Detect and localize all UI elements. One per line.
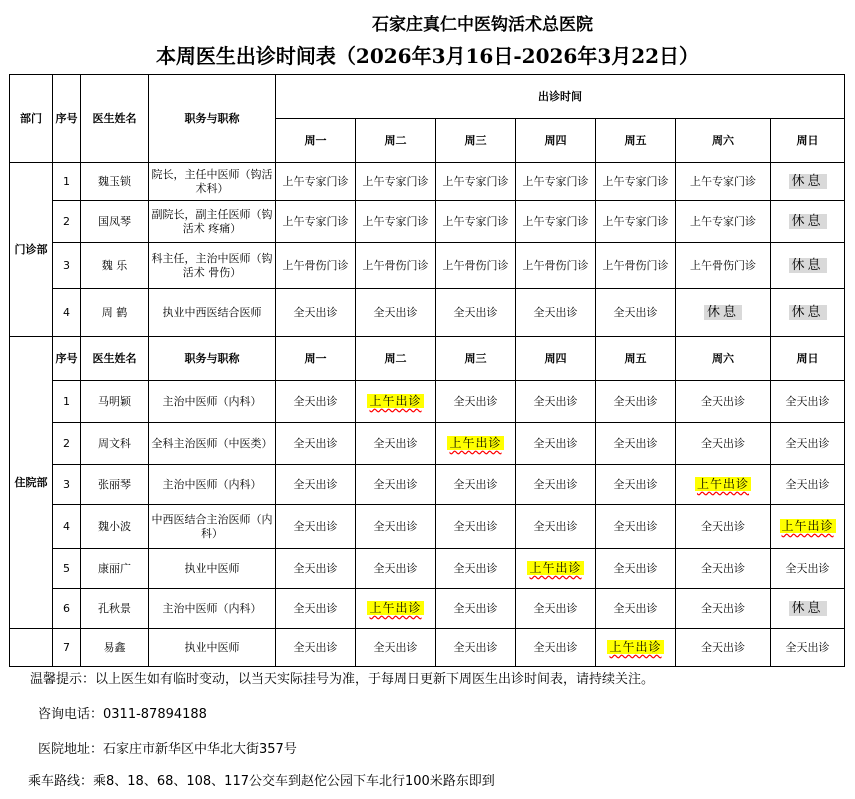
- schedule-cell: 全天出诊: [436, 505, 516, 549]
- doctor-row: [10, 163, 845, 201]
- schedule-cell: 全天出诊: [676, 549, 771, 589]
- doctor-row: [10, 505, 845, 549]
- morning-highlight: 上午出诊: [369, 601, 422, 615]
- header-day-2: 周二: [356, 119, 436, 163]
- dept-empty: [10, 629, 53, 667]
- doctor-seq: 5: [53, 549, 81, 589]
- schedule-cell: 全天出诊: [516, 589, 596, 629]
- schedule-cell: 上午专家门诊: [356, 201, 436, 243]
- header-day-7: 周日: [771, 119, 845, 163]
- schedule-cell: [356, 589, 436, 629]
- footer-bus: 乘车路线：乘8、18、68、108、117公交车到赵佗公园下车北行100米路东即到: [28, 774, 495, 789]
- schedule-cell: [771, 589, 845, 629]
- schedule-cell: 全天出诊: [516, 629, 596, 667]
- header2-day-1: 周一: [276, 337, 356, 381]
- rest-badge: 休息: [704, 305, 742, 320]
- schedule-cell: 全天出诊: [771, 381, 845, 423]
- schedule-cell: 全天出诊: [676, 423, 771, 465]
- doctor-title: 中西医结合主治医师（内科）: [149, 505, 276, 549]
- doctor-row: [10, 423, 845, 465]
- inpatient-header-row: [10, 337, 845, 381]
- doctor-name: 马明颖: [81, 381, 149, 423]
- schedule-cell: 上午专家门诊: [516, 201, 596, 243]
- schedule-cell: 全天出诊: [596, 423, 676, 465]
- header-dept: 部门: [10, 75, 53, 163]
- schedule-cell: 全天出诊: [596, 549, 676, 589]
- doctor-row: [10, 549, 845, 589]
- schedule-cell: 全天出诊: [676, 381, 771, 423]
- doctor-title: 主治中医师（内科）: [149, 589, 276, 629]
- schedule-cell: 全天出诊: [356, 549, 436, 589]
- schedule-cell: 全天出诊: [276, 549, 356, 589]
- schedule-cell: 全天出诊: [276, 289, 356, 337]
- schedule-cell: [771, 163, 845, 201]
- schedule-cell: 全天出诊: [436, 465, 516, 505]
- schedule-cell: 全天出诊: [516, 381, 596, 423]
- schedule-cell: 上午骨伤门诊: [516, 243, 596, 289]
- header-day-5: 周五: [596, 119, 676, 163]
- schedule-cell: 全天出诊: [436, 289, 516, 337]
- schedule-cell: 上午专家门诊: [276, 201, 356, 243]
- morning-highlight: 上午出诊: [529, 561, 582, 575]
- schedule-cell: 全天出诊: [516, 505, 596, 549]
- schedule-cell: [516, 549, 596, 589]
- schedule-cell: [771, 505, 845, 549]
- schedule-cell: 上午骨伤门诊: [356, 243, 436, 289]
- schedule-cell: 全天出诊: [276, 589, 356, 629]
- doctor-seq: 6: [53, 589, 81, 629]
- dept-outpatient: 门诊部: [10, 163, 53, 337]
- schedule-cell: 上午专家门诊: [676, 201, 771, 243]
- doctor-row: [10, 289, 845, 337]
- doctor-name: 孔秋景: [81, 589, 149, 629]
- schedule-cell: [676, 465, 771, 505]
- schedule-cell: [771, 201, 845, 243]
- schedule-cell: 全天出诊: [516, 289, 596, 337]
- schedule-cell: 全天出诊: [771, 423, 845, 465]
- schedule-cell: 全天出诊: [276, 381, 356, 423]
- schedule-cell: 上午专家门诊: [516, 163, 596, 201]
- footer-tip: 温馨提示：以上医生如有临时变动，以当天实际挂号为准，于每周日更新下周医生出诊时间表，请持续关注。: [30, 672, 655, 687]
- doctor-name: 魏小波: [81, 505, 149, 549]
- schedule-cell: 上午专家门诊: [356, 163, 436, 201]
- schedule-cell: 全天出诊: [516, 465, 596, 505]
- dept-inpatient: 住院部: [10, 337, 53, 629]
- schedule-cell: [356, 381, 436, 423]
- schedule-cell: 全天出诊: [276, 505, 356, 549]
- schedule-cell: [676, 289, 771, 337]
- schedule-cell: 全天出诊: [771, 549, 845, 589]
- rest-badge: 休息: [789, 174, 827, 189]
- header-name: 医生姓名: [81, 75, 149, 163]
- doctor-name: 易鑫: [81, 629, 149, 667]
- schedule-cell: 全天出诊: [276, 465, 356, 505]
- schedule-cell: 全天出诊: [676, 629, 771, 667]
- header2-day-7: 周日: [771, 337, 845, 381]
- header-day-1: 周一: [276, 119, 356, 163]
- schedule-cell: 上午专家门诊: [596, 163, 676, 201]
- header-title: 职务与职称: [149, 75, 276, 163]
- schedule-cell: 全天出诊: [436, 381, 516, 423]
- header-day-6: 周六: [676, 119, 771, 163]
- header2-day-6: 周六: [676, 337, 771, 381]
- doctor-title: 主治中医师（内科）: [149, 465, 276, 505]
- schedule-cell: 全天出诊: [596, 289, 676, 337]
- doctor-name: 张丽琴: [81, 465, 149, 505]
- doctor-row: [10, 243, 845, 289]
- schedule-cell: 全天出诊: [771, 629, 845, 667]
- doctor-title: 主治中医师（内科）: [149, 381, 276, 423]
- header2-day-2: 周二: [356, 337, 436, 381]
- schedule-cell: 全天出诊: [436, 589, 516, 629]
- schedule-cell: 上午专家门诊: [436, 201, 516, 243]
- header-title-2: 职务与职称: [149, 337, 276, 381]
- header-day-4: 周四: [516, 119, 596, 163]
- doctor-name: 康丽广: [81, 549, 149, 589]
- morning-highlight: 上午出诊: [369, 394, 422, 408]
- rest-badge: 休息: [789, 305, 827, 320]
- schedule-cell: 全天出诊: [436, 629, 516, 667]
- schedule-cell: 全天出诊: [356, 505, 436, 549]
- morning-highlight: 上午出诊: [696, 477, 749, 491]
- footer-address: 医院地址：石家庄市新华区中华北大街357号: [38, 742, 297, 757]
- doctor-title: 科主任，主治中医师（钩活术 骨伤）: [149, 243, 276, 289]
- doctor-name: 魏玉锁: [81, 163, 149, 201]
- doctor-row: [10, 201, 845, 243]
- morning-highlight: 上午出诊: [609, 640, 662, 654]
- doctor-name: 周文科: [81, 423, 149, 465]
- rest-badge: 休息: [789, 601, 827, 616]
- doctor-title: 副院长，副主任医师（钩活术 疼痛）: [149, 201, 276, 243]
- header2-day-5: 周五: [596, 337, 676, 381]
- schedule-cell: [596, 629, 676, 667]
- header2-day-3: 周三: [436, 337, 516, 381]
- doctor-seq: 2: [53, 201, 81, 243]
- schedule-cell: 全天出诊: [596, 505, 676, 549]
- schedule-cell: 上午骨伤门诊: [596, 243, 676, 289]
- schedule-cell: [771, 289, 845, 337]
- schedule-cell: 全天出诊: [596, 381, 676, 423]
- header-time: 出诊时间: [276, 75, 845, 119]
- schedule-cell: 上午骨伤门诊: [276, 243, 356, 289]
- doctor-title: 全科主治医师（中医类）: [149, 423, 276, 465]
- hospital-name: 石家庄真仁中医钩活术总医院: [372, 15, 593, 35]
- doctor-name: 周 鹤: [81, 289, 149, 337]
- doctor-seq: 1: [53, 381, 81, 423]
- schedule-cell: 全天出诊: [771, 465, 845, 505]
- schedule-cell: 上午专家门诊: [676, 163, 771, 201]
- doctor-row: [10, 465, 845, 505]
- schedule-title: 本周医生出诊时间表（2026年3月16日-2026年3月22日）: [155, 44, 700, 68]
- schedule-cell: 上午骨伤门诊: [676, 243, 771, 289]
- schedule-table: [9, 74, 845, 667]
- doctor-row: [10, 629, 845, 667]
- morning-highlight: 上午出诊: [449, 436, 502, 450]
- schedule-cell: [436, 423, 516, 465]
- header-seq-2: 序号: [53, 337, 81, 381]
- schedule-cell: 上午专家门诊: [436, 163, 516, 201]
- doctor-title: 院长，主任中医师（钩活术科）: [149, 163, 276, 201]
- doctor-seq: 3: [53, 243, 81, 289]
- schedule-cell: 全天出诊: [276, 423, 356, 465]
- schedule-cell: 上午专家门诊: [596, 201, 676, 243]
- schedule-cell: 全天出诊: [596, 589, 676, 629]
- doctor-seq: 4: [53, 505, 81, 549]
- schedule-cell: 全天出诊: [276, 629, 356, 667]
- schedule-cell: 全天出诊: [356, 465, 436, 505]
- doctor-seq: 2: [53, 423, 81, 465]
- schedule-cell: 全天出诊: [436, 549, 516, 589]
- doctor-title: 执业中医师: [149, 629, 276, 667]
- doctor-seq: 3: [53, 465, 81, 505]
- morning-highlight: 上午出诊: [781, 519, 834, 533]
- schedule-cell: 全天出诊: [356, 629, 436, 667]
- header-name-2: 医生姓名: [81, 337, 149, 381]
- schedule-cell: 全天出诊: [596, 465, 676, 505]
- schedule-cell: 上午专家门诊: [276, 163, 356, 201]
- doctor-seq: 1: [53, 163, 81, 201]
- header-day-3: 周三: [436, 119, 516, 163]
- header2-day-4: 周四: [516, 337, 596, 381]
- doctor-seq: 7: [53, 629, 81, 667]
- doctor-title: 执业中医师: [149, 549, 276, 589]
- schedule-cell: 全天出诊: [676, 589, 771, 629]
- doctor-row: [10, 589, 845, 629]
- doctor-seq: 4: [53, 289, 81, 337]
- schedule-cell: 全天出诊: [676, 505, 771, 549]
- footer-phone: 咨询电话：0311-87894188: [38, 707, 207, 722]
- schedule-cell: 上午骨伤门诊: [436, 243, 516, 289]
- rest-badge: 休息: [789, 214, 827, 229]
- schedule-cell: 全天出诊: [356, 289, 436, 337]
- doctor-name: 国凤琴: [81, 201, 149, 243]
- schedule-cell: 全天出诊: [516, 423, 596, 465]
- schedule-cell: 全天出诊: [356, 423, 436, 465]
- header-seq: 序号: [53, 75, 81, 163]
- schedule-cell: [771, 243, 845, 289]
- doctor-row: [10, 381, 845, 423]
- rest-badge: 休息: [789, 258, 827, 273]
- doctor-title: 执业中西医结合医师: [149, 289, 276, 337]
- doctor-name: 魏 乐: [81, 243, 149, 289]
